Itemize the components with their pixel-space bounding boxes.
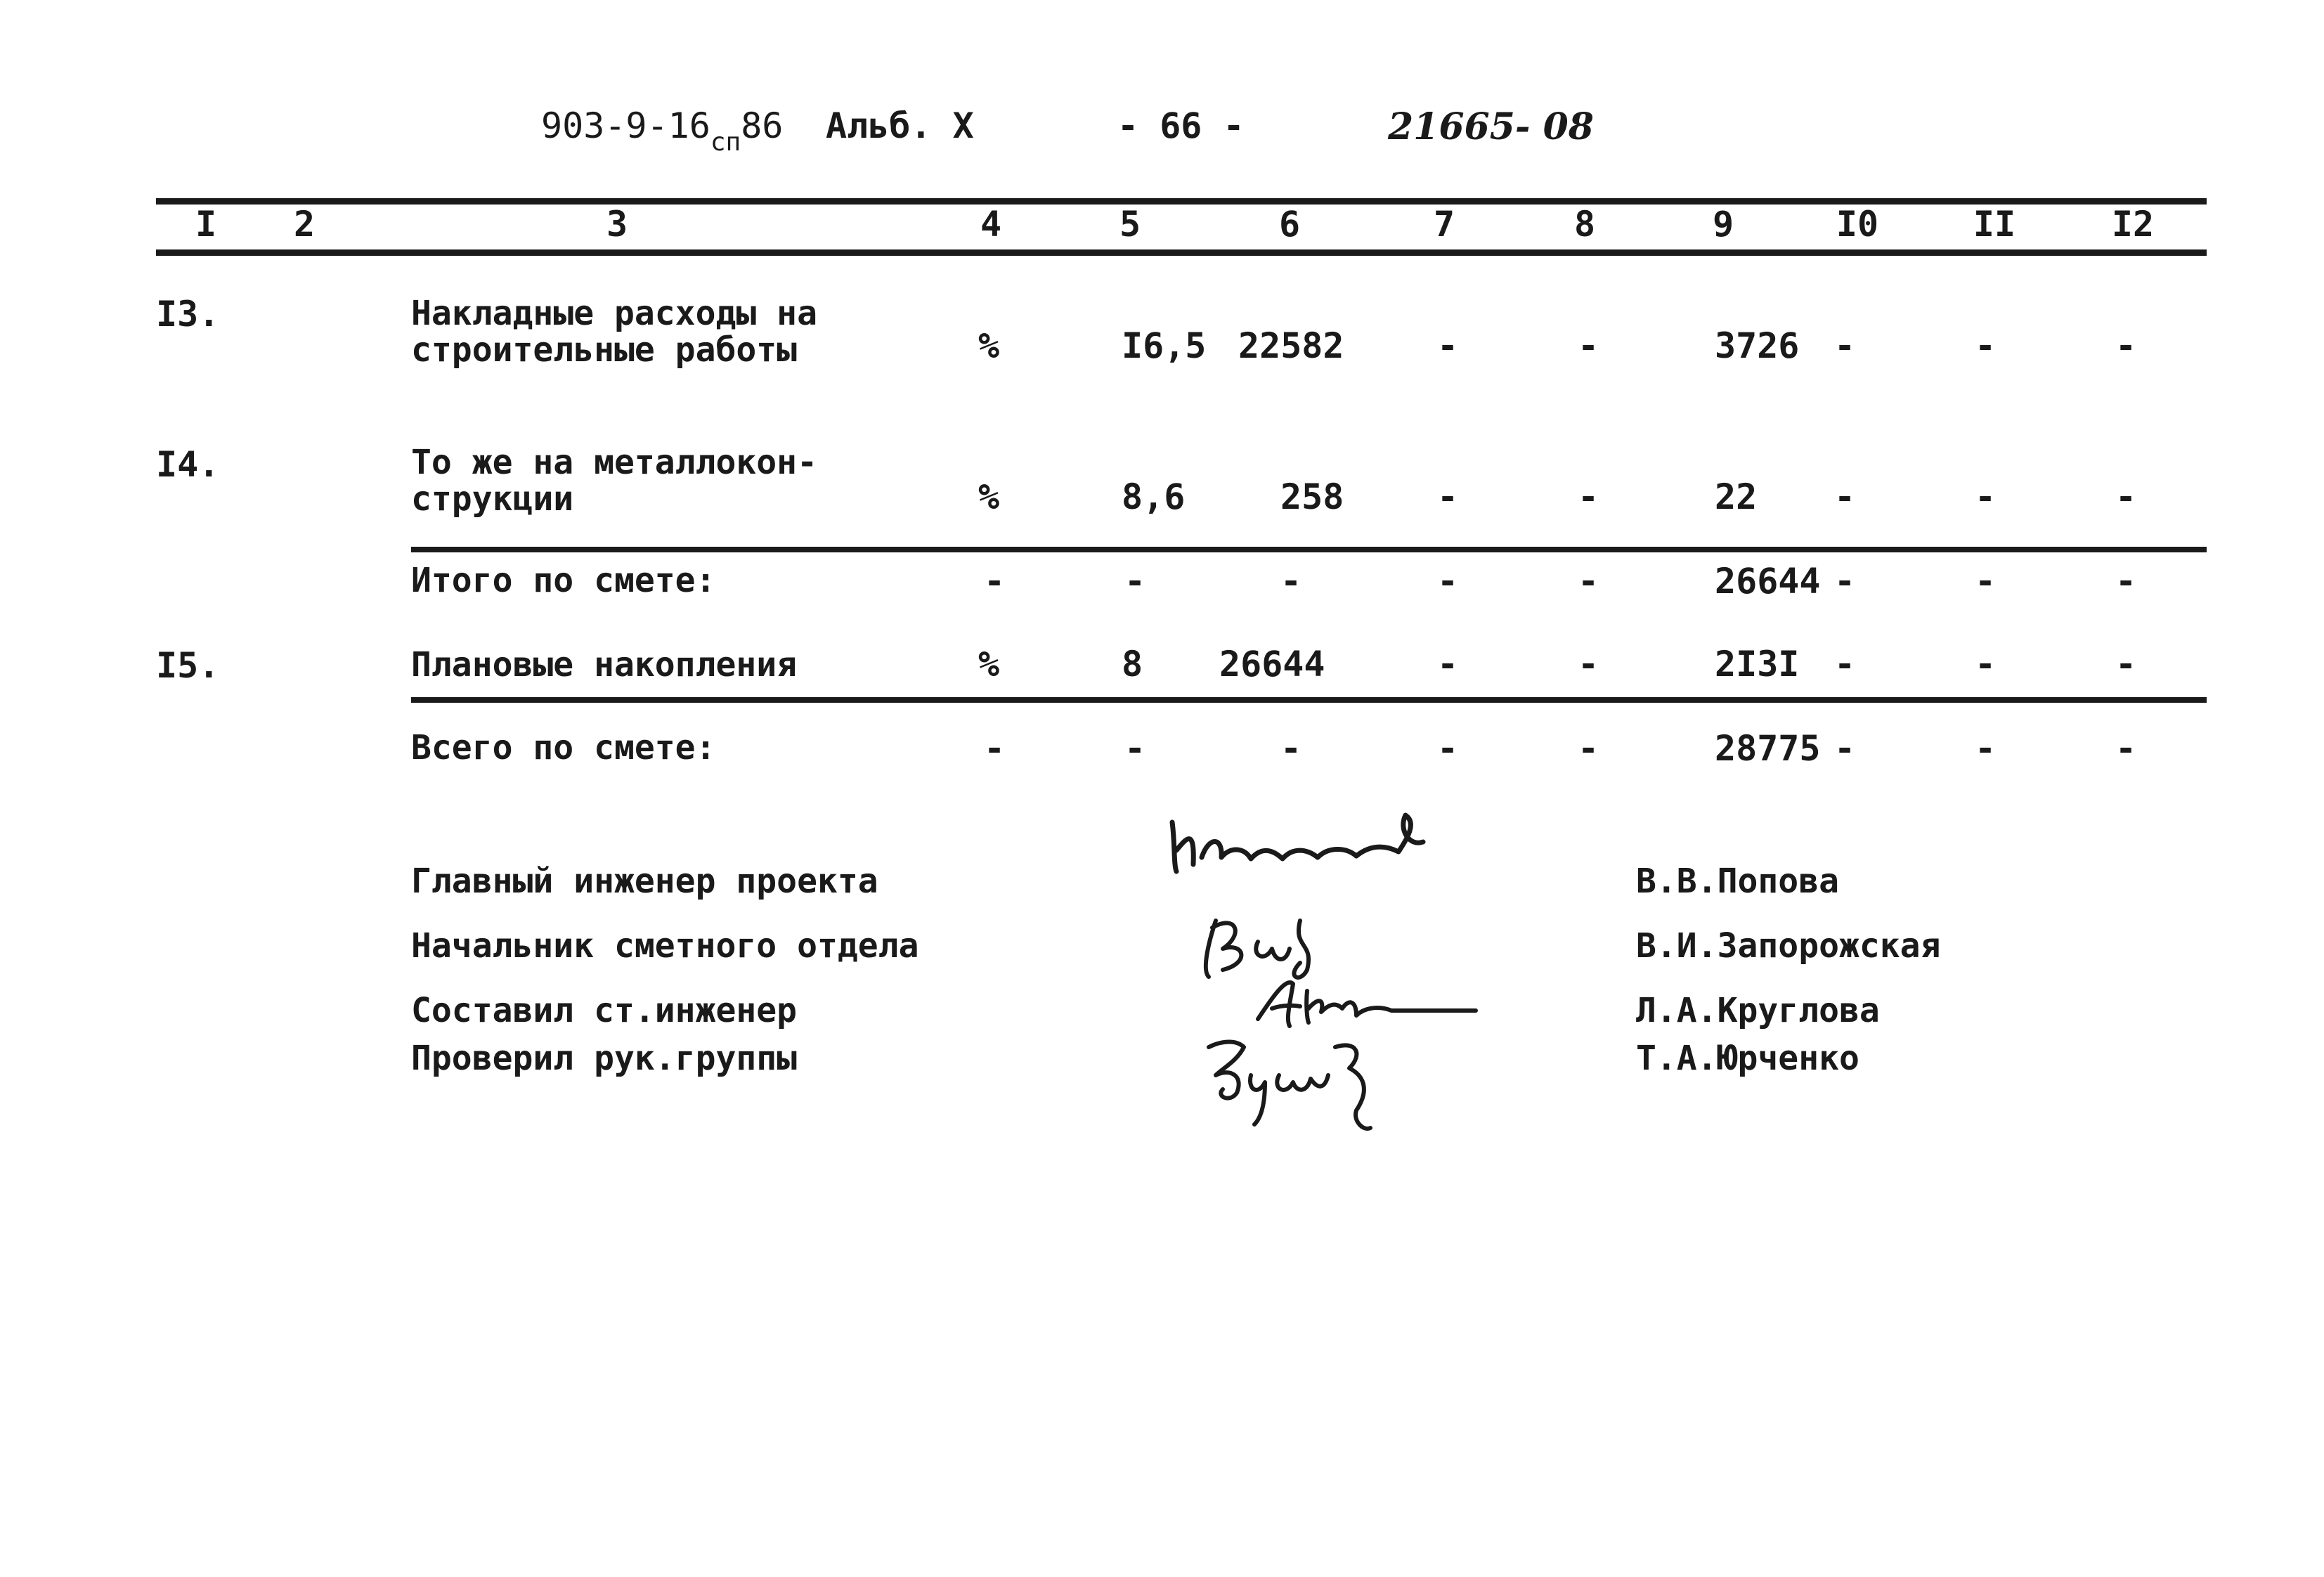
column-10-cell: - bbox=[1834, 476, 1856, 517]
signatory-role: Главный инженер проекта bbox=[411, 862, 878, 901]
column-11-cell: - bbox=[1975, 561, 1997, 602]
column-7-cell: - bbox=[1437, 644, 1459, 684]
total-cell: 28775 bbox=[1715, 728, 1821, 769]
column-10-cell: - bbox=[1834, 644, 1856, 684]
unit-cell: - bbox=[984, 561, 1006, 602]
total-cell: 2I3I bbox=[1715, 644, 1800, 684]
row-name-line: струкции bbox=[411, 479, 574, 519]
page-number: - 66 - bbox=[1117, 105, 1245, 146]
row-name: Итого по смете: bbox=[411, 561, 716, 600]
unit-cell: % bbox=[978, 325, 1000, 366]
column-11-cell: - bbox=[1975, 644, 1997, 684]
grand-total-rule bbox=[411, 697, 2207, 703]
row-name: Всего по смете: bbox=[411, 728, 716, 767]
column-number: 9 bbox=[1712, 204, 1734, 245]
column-number: I2 bbox=[2111, 204, 2155, 245]
row-number: I4. bbox=[156, 444, 220, 485]
column-8-cell: - bbox=[1578, 728, 1599, 769]
column-number: 4 bbox=[980, 204, 1002, 245]
column-7-cell: - bbox=[1437, 728, 1459, 769]
column-number: 6 bbox=[1278, 204, 1301, 245]
signatory-name: В.И.Запорожская bbox=[1636, 926, 1941, 966]
column-12-cell: - bbox=[2115, 561, 2137, 602]
row-name bbox=[411, 295, 817, 368]
base-cell: 22582 bbox=[1238, 325, 1344, 366]
table-top-rule bbox=[156, 198, 2207, 205]
column-10-cell: - bbox=[1834, 728, 1856, 769]
row-name-line: Накладные расходы на bbox=[411, 294, 817, 333]
column-8-cell: - bbox=[1578, 561, 1599, 602]
signature-scribble bbox=[1167, 808, 1448, 885]
column-12-cell: - bbox=[2115, 644, 2137, 684]
album-label: Альб. X bbox=[826, 105, 974, 146]
column-number: 3 bbox=[606, 204, 628, 245]
signatory-role: Составил ст.инженер bbox=[411, 991, 798, 1030]
signatory-name: В.В.Попова bbox=[1636, 862, 1839, 901]
rate-cell: - bbox=[1124, 561, 1146, 602]
column-number: I bbox=[195, 204, 217, 245]
subtotal-rule bbox=[411, 547, 2207, 552]
column-number: I0 bbox=[1836, 204, 1879, 245]
row-name bbox=[411, 444, 817, 517]
row-name-line: строительные работы bbox=[411, 330, 798, 370]
row-name: Плановые накопления bbox=[411, 645, 798, 684]
base-cell: 26644 bbox=[1219, 644, 1325, 684]
column-11-cell: - bbox=[1975, 325, 1997, 366]
document-code-subscript: сп bbox=[710, 128, 741, 157]
signatory-name: Л.А.Круглова bbox=[1636, 991, 1880, 1030]
document-code-main: 903-9-16 bbox=[541, 105, 710, 146]
column-11-cell: - bbox=[1975, 476, 1997, 517]
total-cell: 22 bbox=[1715, 476, 1758, 517]
inventory-stamp: 21665- 08 bbox=[1388, 105, 1594, 148]
total-cell: 26644 bbox=[1715, 561, 1821, 602]
column-12-cell: - bbox=[2115, 728, 2137, 769]
signatory-role: Проверил рук.группы bbox=[411, 1039, 798, 1078]
signature-scribble bbox=[1195, 1026, 1420, 1138]
column-number: 2 bbox=[293, 204, 316, 245]
column-8-cell: - bbox=[1578, 476, 1599, 517]
column-number: 8 bbox=[1573, 204, 1596, 245]
signatory-role: Начальник сметного отдела bbox=[411, 926, 919, 966]
column-numbers-rule bbox=[156, 249, 2207, 256]
unit-cell: - bbox=[984, 728, 1006, 769]
column-8-cell: - bbox=[1578, 644, 1599, 684]
row-number: I3. bbox=[156, 294, 220, 335]
column-7-cell: - bbox=[1437, 325, 1459, 366]
column-7-cell: - bbox=[1437, 476, 1459, 517]
base-cell: 258 bbox=[1280, 476, 1344, 517]
unit-cell: % bbox=[978, 644, 1000, 684]
row-number: I5. bbox=[156, 645, 220, 686]
rate-cell: 8 bbox=[1122, 644, 1143, 684]
signature-scribble bbox=[1251, 970, 1483, 1033]
total-cell: 3726 bbox=[1715, 325, 1800, 366]
unit-cell: % bbox=[978, 476, 1000, 517]
base-cell: - bbox=[1280, 728, 1302, 769]
rate-cell: - bbox=[1124, 728, 1146, 769]
column-number: 5 bbox=[1119, 204, 1141, 245]
column-number: II bbox=[1973, 204, 2016, 245]
rate-cell: I6,5 bbox=[1122, 325, 1207, 366]
document-code-suffix: 86 bbox=[741, 105, 784, 146]
column-number: 7 bbox=[1433, 204, 1455, 245]
signatory-name: Т.А.Юрченко bbox=[1636, 1039, 1859, 1078]
row-name-line: То же на металлокон- bbox=[411, 443, 817, 482]
base-cell: - bbox=[1280, 561, 1302, 602]
column-12-cell: - bbox=[2115, 325, 2137, 366]
document-code bbox=[541, 105, 784, 157]
column-11-cell: - bbox=[1975, 728, 1997, 769]
column-7-cell: - bbox=[1437, 561, 1459, 602]
column-10-cell: - bbox=[1834, 561, 1856, 602]
rate-cell: 8,6 bbox=[1122, 476, 1186, 517]
column-12-cell: - bbox=[2115, 476, 2137, 517]
column-10-cell: - bbox=[1834, 325, 1856, 366]
column-8-cell: - bbox=[1578, 325, 1599, 366]
